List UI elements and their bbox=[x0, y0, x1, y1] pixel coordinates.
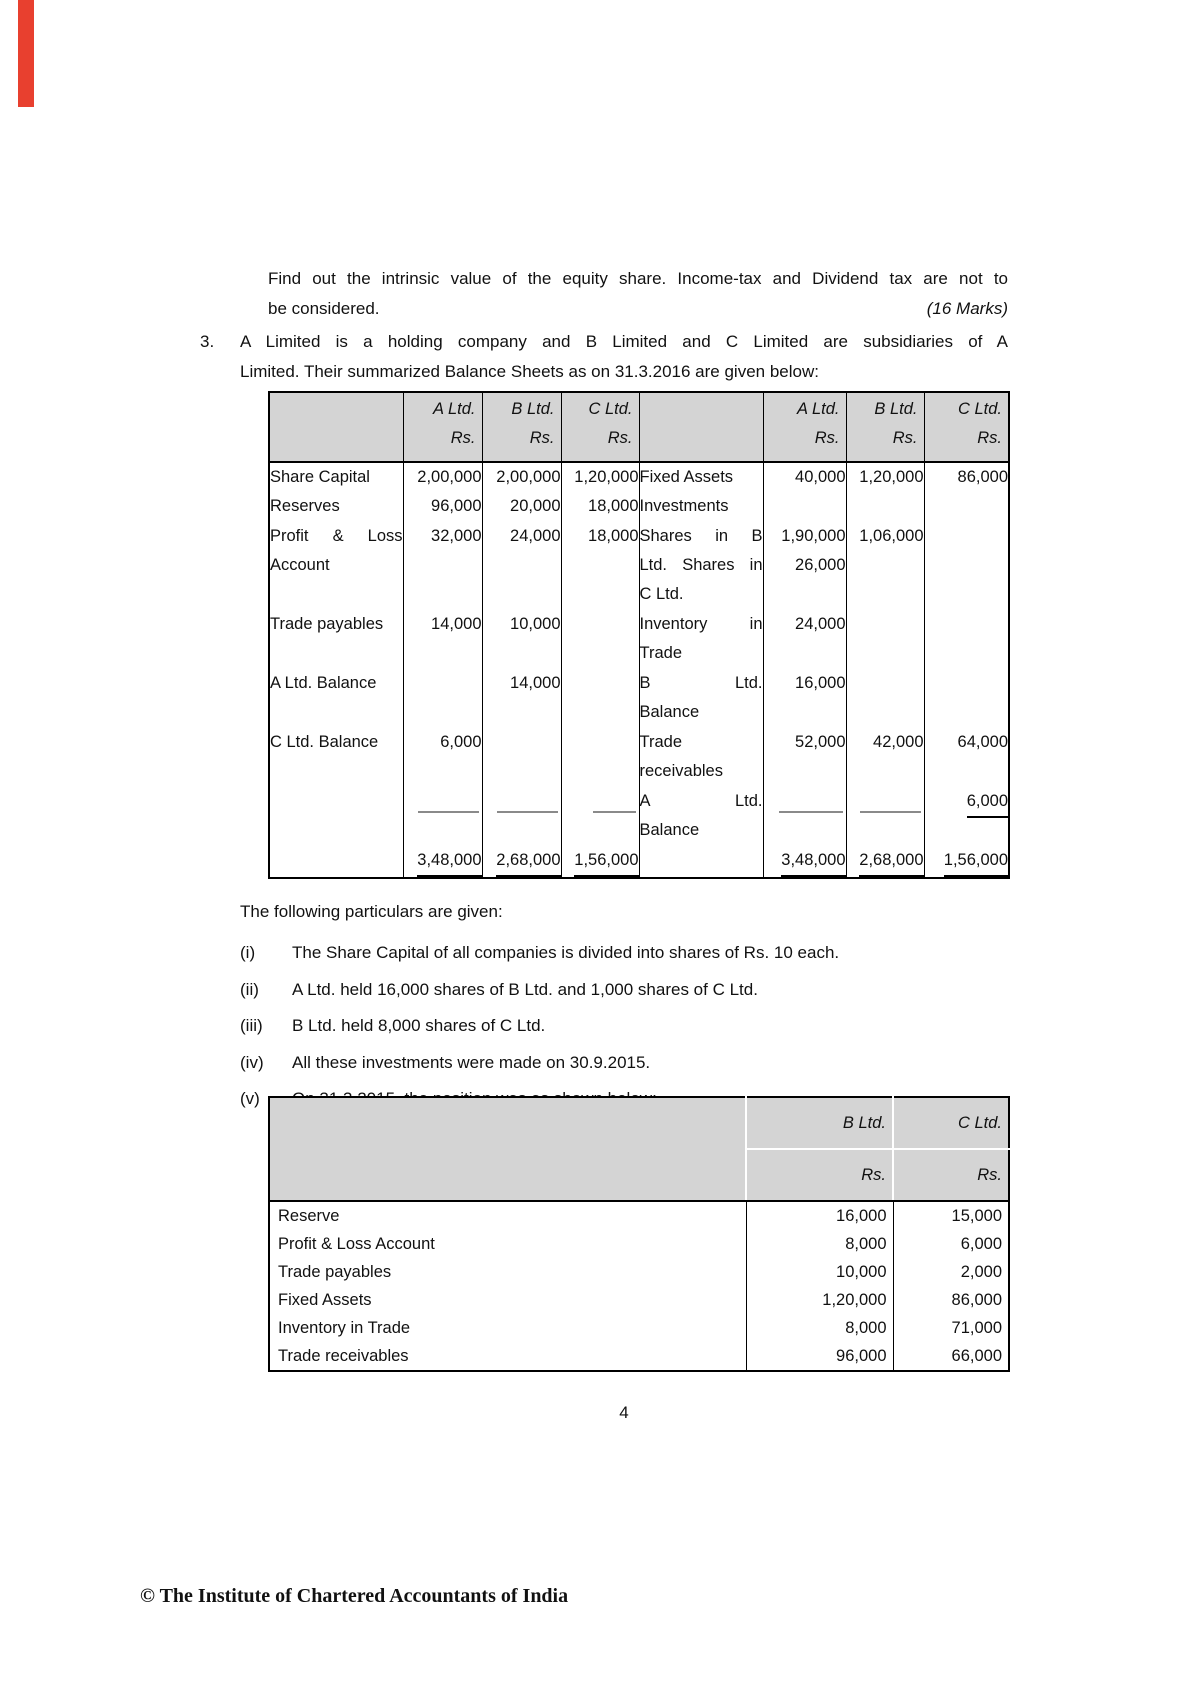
bs-value: 52,000 bbox=[763, 728, 846, 787]
pos-header-c-ltd: C Ltd. bbox=[893, 1097, 1009, 1149]
bs-header-blank-right bbox=[639, 392, 763, 462]
question-line-1: A Limited is a holding company and B Limited and C Limited are subsidiaries of A bbox=[240, 332, 1008, 351]
bs-value bbox=[924, 610, 1009, 669]
bs-label: Inventory in Trade bbox=[639, 610, 763, 669]
pos-value: 16,000 bbox=[746, 1201, 893, 1230]
pos-row-fixed-assets bbox=[269, 1286, 1009, 1314]
pos-header-rs-b: Rs. bbox=[746, 1149, 893, 1201]
bs-value bbox=[763, 492, 846, 522]
bs-value bbox=[846, 610, 924, 669]
pos-value: 96,000 bbox=[746, 1342, 893, 1371]
bs-rule-cell bbox=[846, 787, 924, 846]
intro-line-1: Find out the intrinsic value of the equity share. Income-tax and Dividend tax are not to bbox=[268, 269, 1008, 288]
bs-value: 18,000 bbox=[561, 492, 639, 522]
pos-header-blank bbox=[269, 1097, 746, 1201]
pos-row-trade-receivables bbox=[269, 1342, 1009, 1371]
pos-row-trade-payables bbox=[269, 1258, 1009, 1286]
bs-label: Trade payables bbox=[269, 610, 403, 669]
bs-label bbox=[269, 846, 403, 878]
intro-paragraph bbox=[268, 264, 1008, 324]
bs-header-blank-left bbox=[269, 392, 403, 462]
item-marker: (ii) bbox=[240, 980, 259, 999]
item-text: All these investments were made on 30.9.2015. bbox=[292, 1053, 651, 1072]
bs-label: B Ltd. Balance bbox=[639, 669, 763, 728]
bs-rule-cell bbox=[561, 787, 639, 846]
bs-value: 1,90,000 26,000 bbox=[763, 522, 846, 610]
bs-value: 10,000 bbox=[482, 610, 561, 669]
bs-total: 2,68,000 bbox=[482, 846, 561, 878]
bs-row-profit-loss bbox=[269, 522, 1009, 610]
bs-value: 1,20,000 bbox=[846, 462, 924, 492]
bs-rule-cell bbox=[482, 787, 561, 846]
copyright-footer: © The Institute of Chartered Accountants of India bbox=[140, 1585, 569, 1607]
pos-label: Inventory in Trade bbox=[278, 1319, 411, 1337]
position-table-wrap bbox=[268, 1096, 1010, 1372]
bs-value: 40,000 bbox=[763, 462, 846, 492]
bs-label: Reserves bbox=[269, 492, 403, 522]
bs-label: Trade receivables bbox=[639, 728, 763, 787]
bs-value: 24,000 bbox=[482, 522, 561, 610]
bs-row-trade-payables bbox=[269, 610, 1009, 669]
pos-row-inventory bbox=[269, 1314, 1009, 1342]
bs-row-reserves bbox=[269, 492, 1009, 522]
item-text: A Ltd. held 16,000 shares of B Ltd. and 1,000 shares of C Ltd. bbox=[292, 980, 758, 999]
page-number: 4 bbox=[619, 1403, 629, 1422]
bs-value: 20,000 bbox=[482, 492, 561, 522]
bs-total: 2,68,000 bbox=[846, 846, 924, 878]
pos-row-reserve bbox=[269, 1201, 1009, 1230]
bs-rule-cell bbox=[403, 787, 482, 846]
bs-value bbox=[482, 728, 561, 787]
bs-total: 1,56,000 bbox=[924, 846, 1009, 878]
pos-header-b-ltd: B Ltd. bbox=[746, 1097, 893, 1149]
item-marker: (iii) bbox=[240, 1016, 263, 1035]
pos-value: 15,000 bbox=[893, 1201, 1009, 1230]
bs-value: 64,000 bbox=[924, 728, 1009, 787]
bs-value bbox=[924, 669, 1009, 728]
pos-value: 10,000 bbox=[746, 1258, 893, 1286]
bs-row-c-ltd-balance bbox=[269, 728, 1009, 787]
bs-total: 3,48,000 bbox=[403, 846, 482, 878]
bs-header-a2: A Ltd. Rs. bbox=[763, 392, 846, 462]
pos-label: Trade payables bbox=[278, 1263, 392, 1281]
bs-label: Profit & Loss Account bbox=[269, 522, 403, 610]
bs-label bbox=[639, 846, 763, 878]
bs-value: 86,000 bbox=[924, 462, 1009, 492]
item-marker: (iv) bbox=[240, 1053, 264, 1072]
pos-header-row-1 bbox=[269, 1097, 1009, 1149]
bs-rule-cell bbox=[763, 787, 846, 846]
bs-label: Investments bbox=[639, 492, 763, 522]
particulars-heading: The following particulars are given: bbox=[240, 902, 503, 921]
red-edge-mark bbox=[18, 0, 34, 107]
pos-value: 86,000 bbox=[893, 1286, 1009, 1314]
pos-label: Trade receivables bbox=[278, 1347, 409, 1365]
bs-label: Shares in B Ltd. Shares in C Ltd. bbox=[639, 522, 763, 610]
bs-value bbox=[846, 669, 924, 728]
bs-value: 1,20,000 bbox=[561, 462, 639, 492]
balance-sheet-table bbox=[268, 391, 1010, 879]
pos-label: Reserve bbox=[278, 1207, 340, 1225]
bs-row-a-ltd-balance bbox=[269, 669, 1009, 728]
bs-value bbox=[403, 669, 482, 728]
pos-label: Fixed Assets bbox=[278, 1291, 372, 1309]
bs-value: 2,00,000 bbox=[482, 462, 561, 492]
particulars-item-i bbox=[240, 938, 1008, 968]
bs-value: 6,000 bbox=[924, 787, 1009, 846]
bs-header-c: C Ltd. Rs. bbox=[561, 392, 639, 462]
position-table bbox=[268, 1096, 1010, 1372]
pos-value: 8,000 bbox=[746, 1314, 893, 1342]
bs-label: A Ltd. Balance bbox=[639, 787, 763, 846]
bs-value: 1,06,000 bbox=[846, 522, 924, 610]
bs-label bbox=[269, 787, 403, 846]
bs-row-pre-total bbox=[269, 787, 1009, 846]
bs-header-a: A Ltd. Rs. bbox=[403, 392, 482, 462]
bs-row-totals bbox=[269, 846, 1009, 878]
question-text bbox=[240, 327, 1008, 387]
pos-value: 1,20,000 bbox=[746, 1286, 893, 1314]
question-number: 3. bbox=[200, 332, 215, 351]
bs-row-share-capital bbox=[269, 462, 1009, 492]
question-3 bbox=[200, 327, 1008, 387]
intro-line-2-text: be considered. bbox=[268, 299, 380, 318]
pos-value: 66,000 bbox=[893, 1342, 1009, 1371]
bs-value: 14,000 bbox=[482, 669, 561, 728]
bs-label: Fixed Assets bbox=[639, 462, 763, 492]
particulars-item-iv bbox=[240, 1048, 1008, 1078]
bs-header-row bbox=[269, 392, 1009, 462]
question-line-2: Limited. Their summarized Balance Sheets as on 31.3.2016 are given below: bbox=[240, 362, 819, 381]
bs-total: 1,56,000 bbox=[561, 846, 639, 878]
bs-label: Share Capital bbox=[269, 462, 403, 492]
intro-line-2 bbox=[268, 294, 1008, 324]
bs-value: 18,000 bbox=[561, 522, 639, 610]
balance-sheet-table-wrap bbox=[268, 391, 1010, 879]
pos-value: 8,000 bbox=[746, 1230, 893, 1258]
bs-value: 6,000 bbox=[403, 728, 482, 787]
pos-value: 71,000 bbox=[893, 1314, 1009, 1342]
pos-label: Profit & Loss Account bbox=[278, 1235, 435, 1253]
bs-value bbox=[561, 610, 639, 669]
item-marker: (v) bbox=[240, 1089, 260, 1108]
bs-label: C Ltd. Balance bbox=[269, 728, 403, 787]
bs-value bbox=[846, 492, 924, 522]
bs-label: A Ltd. Balance bbox=[269, 669, 403, 728]
item-text: The Share Capital of all companies is divided into shares of Rs. 10 each. bbox=[292, 943, 840, 962]
pos-header-rs-c: Rs. bbox=[893, 1149, 1009, 1201]
bs-header-b2: B Ltd. Rs. bbox=[846, 392, 924, 462]
bs-value bbox=[924, 492, 1009, 522]
bs-value: 42,000 bbox=[846, 728, 924, 787]
bs-value: 24,000 bbox=[763, 610, 846, 669]
bs-value: 2,00,000 bbox=[403, 462, 482, 492]
bs-value bbox=[561, 669, 639, 728]
pos-row-profit-loss bbox=[269, 1230, 1009, 1258]
marks-label: (16 Marks) bbox=[926, 299, 1008, 318]
bs-total: 3,48,000 bbox=[763, 846, 846, 878]
bs-value: 16,000 bbox=[763, 669, 846, 728]
bs-value: 14,000 bbox=[403, 610, 482, 669]
bs-value: 32,000 bbox=[403, 522, 482, 610]
bs-value bbox=[561, 728, 639, 787]
bs-value: 96,000 bbox=[403, 492, 482, 522]
particulars-item-iii bbox=[240, 1011, 1008, 1041]
pos-value: 6,000 bbox=[893, 1230, 1009, 1258]
item-marker: (i) bbox=[240, 943, 256, 962]
bs-header-c2: C Ltd. Rs. bbox=[924, 392, 1009, 462]
item-text: B Ltd. held 8,000 shares of C Ltd. bbox=[292, 1016, 546, 1035]
particulars-item-ii bbox=[240, 975, 1008, 1005]
pos-value: 2,000 bbox=[893, 1258, 1009, 1286]
bs-header-b: B Ltd. Rs. bbox=[482, 392, 561, 462]
bs-value bbox=[924, 522, 1009, 610]
